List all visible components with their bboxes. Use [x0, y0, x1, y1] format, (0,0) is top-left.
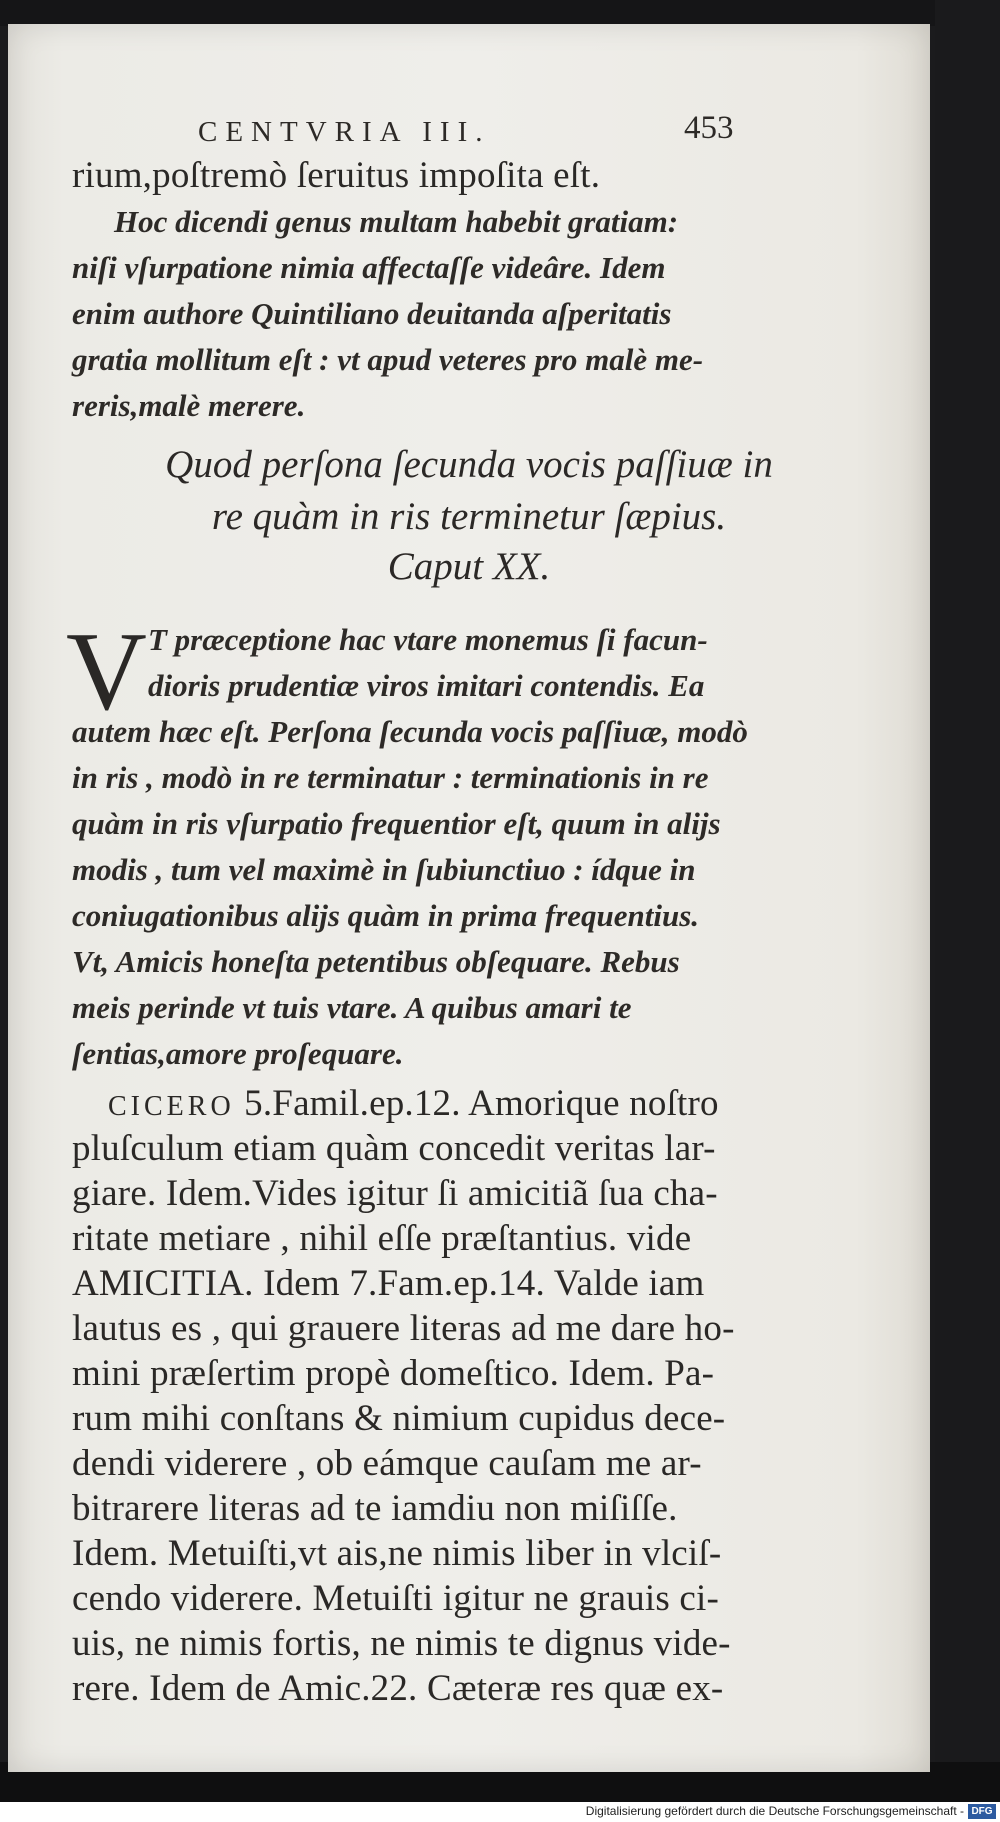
digitization-footer [0, 1802, 1000, 1822]
text-line: cendo viderere. Metuiſti igitur ne grauis ci- [72, 1578, 720, 1619]
text-line-rest: 5.Famil.ep.12. Amorique noſtro [234, 1083, 719, 1124]
author-name: CICERO [108, 1091, 235, 1122]
italic-line: in ris , modò in re terminatur : terminationis in re [72, 760, 709, 795]
italic-line: modis , tum vel maximè in ſubiunctiuo : ídque in [72, 852, 696, 887]
footer-credit: Digitalisierung gefördert durch die Deutsche Forschungsgemeinschaft - [585, 1804, 964, 1818]
text-line: lautus es , qui grauere literas ad me dare ho- [72, 1308, 735, 1349]
text-line: uis, ne nimis fortis, ne nimis te dignus vide- [72, 1623, 731, 1664]
page-number: 453 [684, 110, 734, 146]
italic-line: gratia mollitum eſt : vt apud veteres pro malè me- [72, 342, 704, 377]
text-line: rium,poſtremò ſeruitus impoſita eſt. [72, 155, 601, 196]
italic-line: quàm in ris vſurpatio frequentior eſt, quum in alijs [72, 806, 721, 841]
text-line: pluſculum etiam quàm concedit veritas lar- [72, 1128, 716, 1169]
italic-line: reris,malè merere. [72, 388, 306, 423]
italic-line: dioris prudentiæ viros imitari contendis. Ea [148, 668, 705, 703]
text-line: AMICITIA. Idem 7.Fam.ep.14. Valde iam [72, 1263, 705, 1304]
italic-line: autem hæc eſt. Perſona ſecunda vocis paſſiuæ, modò [72, 714, 748, 749]
italic-line: Hoc dicendi genus multam habebit gratiam: [114, 204, 679, 239]
text-line: bitrarere literas ad te iamdiu non miſiſſe. [72, 1488, 678, 1529]
italic-line: ſentias,amore proſequare. [72, 1036, 404, 1071]
italic-line: Vt, Amicis honeſta petentibus obſequare. Rebus [72, 944, 680, 979]
chapter-heading-line: re quàm in ris terminetur ſæpius. [211, 495, 727, 538]
italic-line: coniugationibus alijs quàm in prima frequentius. [72, 898, 700, 933]
text-line [108, 1082, 719, 1125]
scan-top-edge [0, 0, 1000, 26]
scan-right-edge [935, 0, 1000, 1822]
book-page [8, 24, 930, 1772]
running-head: CENTVRIA III. [198, 116, 491, 148]
italic-line: meis perinde vt tuis vtare. A quibus amari te [72, 990, 632, 1025]
text-line: rum mihi conſtans & nimium cupidus dece- [72, 1398, 726, 1439]
chapter-number: Caput XX. [387, 545, 551, 588]
text-line: rere. Idem de Amic.22. Cæteræ res quæ ex- [72, 1668, 724, 1709]
text-line: giare. Idem.Vides igitur ſi amicitiã ſua cha- [72, 1173, 718, 1214]
text-line: dendi viderere , ob eámque cauſam me ar- [72, 1443, 702, 1484]
italic-line: enim authore Quintiliano deuitanda aſperitatis [72, 296, 672, 331]
italic-line: T præceptione hac vtare monemus ſi facun- [148, 622, 708, 657]
text-line: ritate metiare , nihil eſſe præſtantius. vide [72, 1218, 692, 1259]
chapter-heading-line: Quod perſona ſecunda vocis paſſiuæ in [165, 443, 773, 486]
text-line: Idem. Metuiſti,vt ais,ne nimis liber in vlciſ- [72, 1533, 722, 1574]
drop-capital: V [66, 610, 147, 734]
dfg-logo: DFG [968, 1804, 996, 1819]
text-line: mini præſertim propè domeſtico. Idem. Pa- [72, 1353, 715, 1394]
italic-line: niſi vſurpatione nimia affectaſſe videâre. Idem [72, 250, 666, 285]
